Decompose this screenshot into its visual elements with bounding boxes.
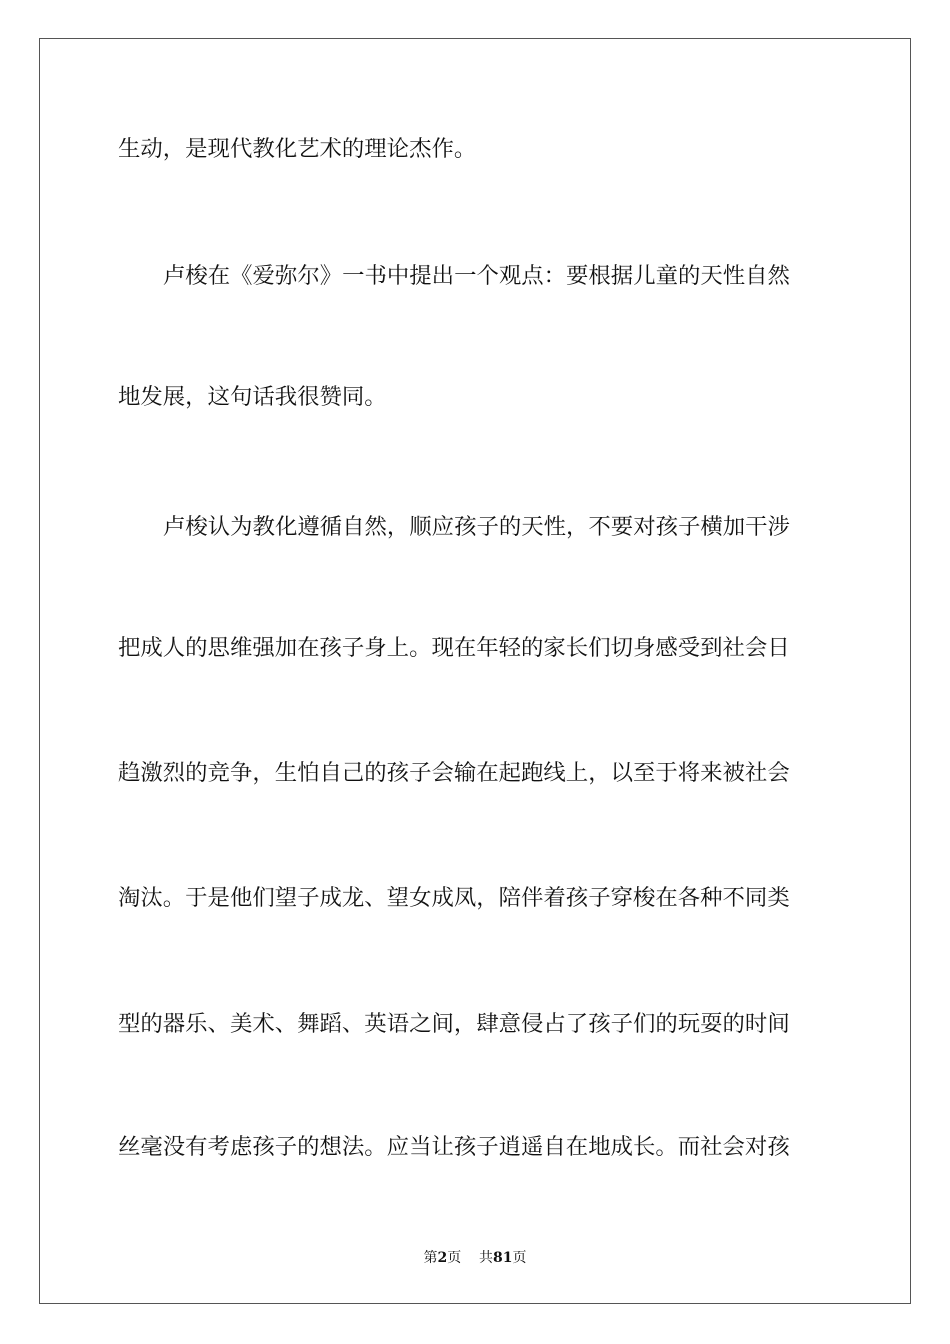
footer-total-number: 81 [493,1250,513,1266]
text-line-5: 把成人的思维强加在孩子身上。现在年轻的家长们切身感受到社会日 [118,635,790,661]
text-line-1: 生动，是现代教化艺术的理论杰作。 [118,136,477,162]
text-line-8: 型的器乐、美术、舞蹈、英语之间，肆意侵占了孩子们的玩耍的时间 [118,1011,790,1037]
footer-page-prefix: 第 [423,1250,438,1266]
footer-page-suffix: 页 [447,1250,462,1266]
footer-total-suffix: 页 [512,1250,527,1266]
page-footer [0,1247,950,1267]
footer-page-number: 2 [437,1250,448,1266]
text-line-2: 卢梭在《爱弥尔》一书中提出一个观点：要根据儿童的天性自然 [163,263,790,289]
text-line-3: 地发展，这句话我很赞同。 [118,384,387,410]
footer-total-prefix: 共 [479,1250,494,1266]
text-line-4: 卢梭认为教化遵循自然，顺应孩子的天性，不要对孩子横加干涉 [163,514,790,540]
page-border [39,38,911,1304]
text-line-6: 趋激烈的竞争，生怕自己的孩子会输在起跑线上，以至于将来被社会 [118,760,790,786]
text-line-7: 淘汰。于是他们望子成龙、望女成凤，陪伴着孩子穿梭在各种不同类 [118,885,790,911]
text-line-9: 丝毫没有考虑孩子的想法。应当让孩子逍遥自在地成长。而社会对孩 [118,1134,790,1160]
